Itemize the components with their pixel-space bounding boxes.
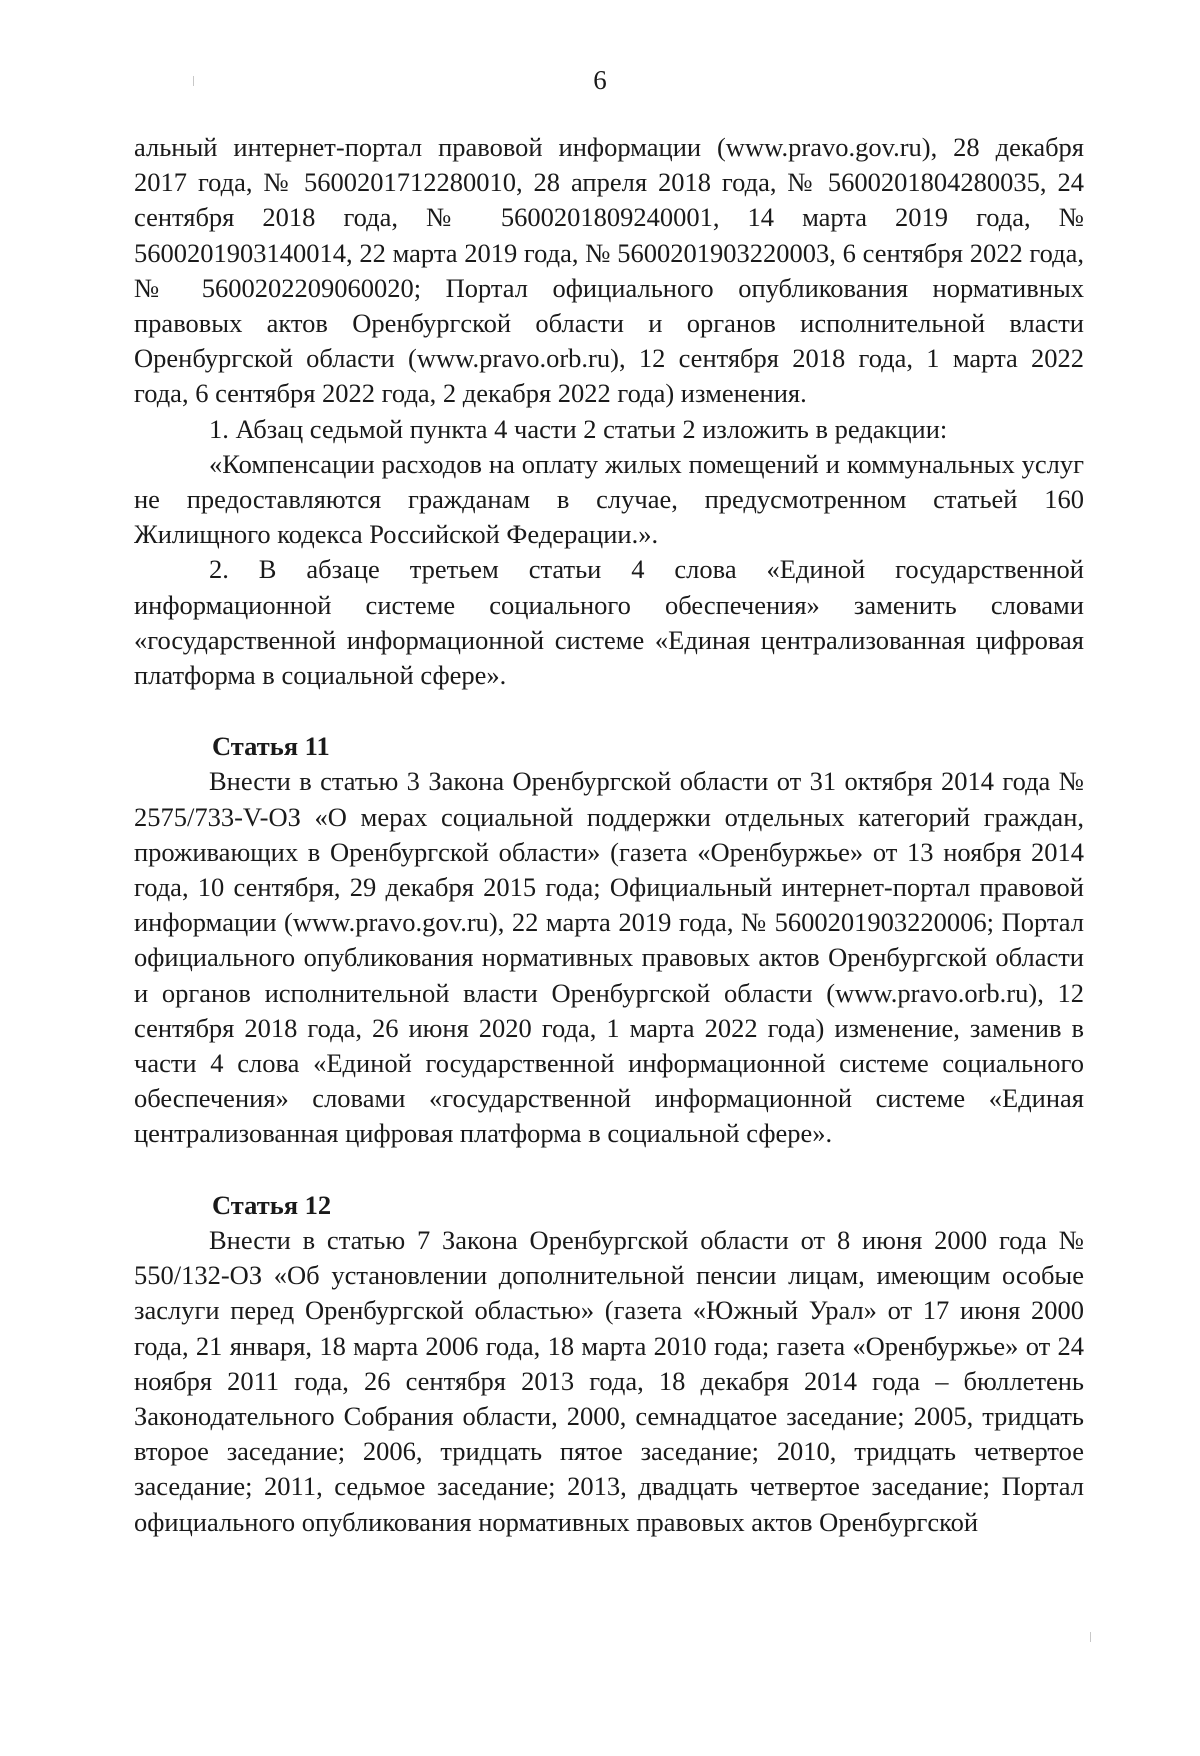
page-number: 6 bbox=[593, 65, 607, 95]
article-12-heading: Статья 12 bbox=[212, 1189, 332, 1220]
document-body bbox=[134, 130, 1084, 1540]
scan-artifact-mark bbox=[193, 76, 194, 86]
paragraph-continuation: альный интернет-портал правовой информации (www.pravo.gov.ru), 28 декабря 2017 года, № 5600201712280010, 28 апреля 2018 года, № 5600201804280035, 24 сентября 2018 года, № 5600201809240001, 14 марта 2019 года, № 5600201903140014, 22 марта 2019 года, № 5600201903220003, 6 сентября 2022 года, № 5600202209060020; Портал официального опубликования нормативных правовых актов Оренбургской области и органов исполнительной власти Оренбургской области (www.pravo.orb.ru), 12 сентября 2018 года, 1 марта 2022 года, 6 сентября 2022 года, 2 декабря 2022 года) изменения. bbox=[134, 132, 1084, 409]
article-11-heading: Статья 11 bbox=[212, 731, 330, 762]
article-12-text: Внести в статью 7 Закона Оренбургской области от 8 июня 2000 года № 550/132-ОЗ «Об установлении дополнительной пенсии лицам, имеющим особые заслуги перед Оренбургской областью» (газета «Южный Урал» от 17 июня 2000 года, 21 января, 18 марта 2006 года, 18 марта 2010 года; газета «Оренбуржье» от 24 ноября 2011 года, 26 сентября 2013 года, 18 декабря 2014 года – бюллетень Законодательного Собрания области, 2000, семнадцатое заседание; 2005, тридцать второе заседание; 2006, тридцать пятое заседание; 2010, тридцать четвертое заседание; 2011, седьмое заседание; 2013, двадцать четвертое заседание; Портал официального опубликования нормативных правовых актов Оренбургской bbox=[134, 1224, 1084, 1537]
scan-artifact-mark bbox=[1090, 1632, 1091, 1642]
paragraph-quote: «Компенсации расходов на оплату жилых помещений и коммунальных услуг не предоставляются гражданам в случае, предусмотренном статьей 160 Жилищного кодекса Российской Федерации.». bbox=[134, 448, 1084, 550]
paragraph-item-1: 1. Абзац седьмой пункта 4 части 2 статьи 2 изложить в редакции: bbox=[209, 413, 948, 444]
article-11-text: Внести в статью 3 Закона Оренбургской области от 31 октября 2014 года № 2575/733-V-ОЗ «О мерах социальной поддержки отдельных категорий граждан, проживающих в Оренбургской области» (газета «Оренбуржье» от 13 ноября 2014 года, 10 сентября, 29 декабря 2015 года; Официальный интернет-портал правовой информации (www.pravo.gov.ru), 22 марта 2019 года, № 5600201903220006; Портал официального опубликования нормативных правовых актов Оренбургской области и органов исполнительной власти Оренбургской области (www.pravo.orb.ru), 12 сентября 2018 года, 26 июня 2020 года, 1 марта 2022 года) изменение, заменив в части 4 слова «Единой государственной информационной системе социального обеспечения» словами «государственной информационной системе «Единая централизованная цифровая платформа в социальной сфере». bbox=[134, 766, 1084, 1149]
paragraph-item-2: 2. В абзаце третьем статьи 4 слова «Единой государственной информационной системе социального обеспечения» заменить словами «государственной информационной системе «Единая централизованная цифровая платформа в социальной сфере». bbox=[134, 554, 1084, 691]
